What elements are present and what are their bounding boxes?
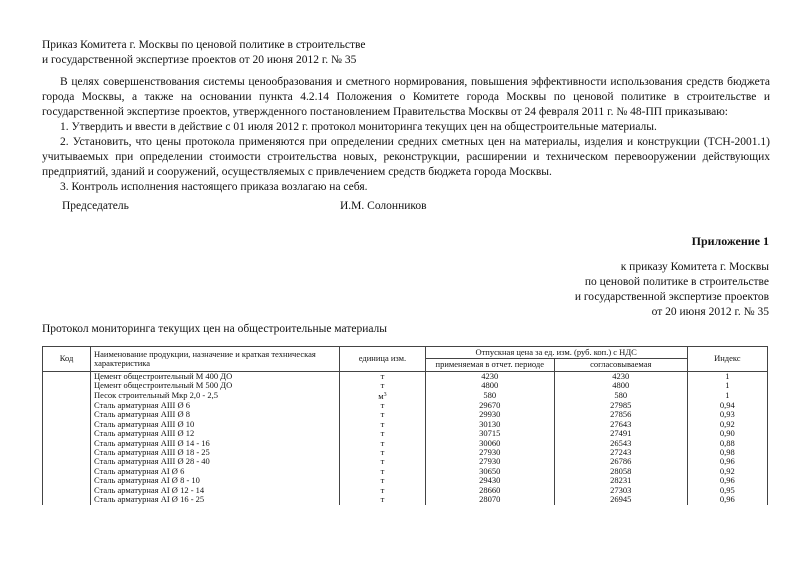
order-header-line-2: и государственной экспертизе проектов от 20 июня 2012 г. № 35 xyxy=(42,54,357,66)
cell-code xyxy=(43,467,91,476)
cell-index-text: 0,98 xyxy=(719,447,735,458)
cell-unit-text: т xyxy=(380,484,385,495)
cell-price-applied-text: 30060 xyxy=(479,437,501,448)
cell-unit-text: т xyxy=(380,475,385,486)
cell-name-text: Сталь арматурная АIII Ø 10 xyxy=(94,418,195,429)
cell-price-agreed-text: 580 xyxy=(614,390,628,401)
cell-name-text: Сталь арматурная АIII Ø 6 xyxy=(94,400,190,411)
cell-price-applied-text: 30715 xyxy=(479,428,501,439)
cell-unit-text: т xyxy=(380,380,385,391)
cell-price-applied-text: 28660 xyxy=(479,484,501,495)
appendix-line-2: по ценовой политике в строительстве xyxy=(584,276,769,288)
cell-index-text: 0,92 xyxy=(719,418,735,429)
cell-index-text: 0,96 xyxy=(719,475,735,486)
cell-price-agreed-text: 27303 xyxy=(610,484,632,495)
cell-index-text: 0,92 xyxy=(719,465,735,476)
cell-unit-text: т xyxy=(380,400,385,411)
cell-name-text: Цемент общестроительный М 500 ДО xyxy=(94,380,233,391)
cell-price-agreed-text: 28231 xyxy=(610,475,632,486)
signatory-name: И.М. Солонников xyxy=(340,200,427,212)
cell-price-agreed-text: 4800 xyxy=(612,380,630,391)
cell-index-text: 0,88 xyxy=(719,437,735,448)
cell-code xyxy=(43,401,91,410)
cell-code xyxy=(43,410,91,419)
cell-price-applied-text: 30650 xyxy=(479,465,501,476)
cell-code xyxy=(43,381,91,390)
cell-unit-text: м xyxy=(378,390,384,401)
order-item-2: 2. Установить, что цены протокола применяются при определении средних сметных цен на материалы, изделия и конструкции (ТСН-2001.1) учитываемых при определении стоимости строительства новых, реконструкции, расширении и техническом перевооружении действующих предприятий, зданий и сооружений, осуществляемых с привлечением средств бюджета города Москвы. xyxy=(42,136,770,178)
cell-price-applied-text: 27930 xyxy=(479,456,501,467)
cell-price-applied-text: 27930 xyxy=(479,447,501,458)
cell-index-text: 0,94 xyxy=(719,400,735,411)
cell-name-text: Сталь арматурная АIII Ø 28 - 40 xyxy=(94,456,210,467)
cell-price-agreed-text: 28058 xyxy=(610,465,632,476)
signatory-role: Председатель xyxy=(62,200,129,212)
cell-price-applied xyxy=(425,495,554,504)
cell-code xyxy=(43,457,91,466)
header-price-agreed: согласовываемая xyxy=(554,359,687,371)
header-unit: единица изм. xyxy=(340,347,425,372)
cell-index xyxy=(687,495,767,504)
unit-superscript: 3 xyxy=(383,391,387,398)
cell-unit-text: т xyxy=(380,456,385,467)
header-name: Наименование продукции, назначение и краткая техническая характеристика xyxy=(91,347,340,372)
cell-unit-text: т xyxy=(380,418,385,429)
cell-index-text: 0,96 xyxy=(719,456,735,467)
cell-price-agreed-text: 27491 xyxy=(610,428,632,439)
cell-price-applied-text: 580 xyxy=(483,390,497,401)
cell-index-text: 0,90 xyxy=(719,428,735,439)
cell-price-agreed-text: 26786 xyxy=(610,456,632,467)
cell-price-applied-text: 30130 xyxy=(479,418,501,429)
cell-price-agreed-text: 26543 xyxy=(610,437,632,448)
appendix-title: Приложение 1 xyxy=(691,234,769,248)
cell-index-text: 1 xyxy=(725,380,730,391)
appendix-reference xyxy=(575,260,769,320)
cell-name-text: Цемент общестроительный М 400 ДО xyxy=(94,370,233,381)
cell-unit-text: т xyxy=(380,370,385,381)
order-intro-paragraph: В целях совершенствования системы ценообразования и сметного нормирования, повышения эффективности использования средств бюджета города Москвы, а также на основании пункта 4.2.14 Положения о Комитете города Москвы по ценовой политике в строительстве и государственной экспертизе проектов, утвержденного постановлением Правительства Москвы от 24 февраля 2011 г. № 48-ПП приказываю: xyxy=(42,76,770,118)
cell-name-text: Песок строительный Мкр 2,0 - 2,5 xyxy=(94,390,218,401)
header-price-applied: применяемая в отчет. периоде xyxy=(425,359,554,371)
cell-index-text: 0,95 xyxy=(719,484,735,495)
cell-code xyxy=(43,391,91,401)
cell-price-agreed-text: 27643 xyxy=(610,418,632,429)
cell-index-text: 0,93 xyxy=(719,409,735,420)
cell-price-agreed-text: 4230 xyxy=(612,370,630,381)
appendix-line-3: и государственной экспертизе проектов xyxy=(574,291,769,303)
cell-unit-text: т xyxy=(380,437,385,448)
cell-price-agreed-text: 26945 xyxy=(610,494,632,505)
cell-name-text: Сталь арматурная АIII Ø 14 - 16 xyxy=(94,437,210,448)
cell-code xyxy=(43,495,91,504)
cell-code xyxy=(43,476,91,485)
appendix-line-4: от 20 июня 2012 г. № 35 xyxy=(651,306,769,318)
cell-price-applied-text: 29430 xyxy=(479,475,501,486)
order-header xyxy=(42,38,365,68)
cell-unit-text: т xyxy=(380,465,385,476)
cell-unit-text: т xyxy=(380,428,385,439)
cell-price-agreed xyxy=(554,495,687,504)
cell-price-agreed-text: 27856 xyxy=(610,409,632,420)
cell-price-agreed-text: 27243 xyxy=(610,447,632,458)
cell-price-applied-text: 4800 xyxy=(481,380,499,391)
cell-name-text: Сталь арматурная АIII Ø 12 xyxy=(94,428,195,439)
cell-code xyxy=(43,486,91,495)
order-body xyxy=(42,75,770,195)
cell-name-text: Сталь арматурная АI Ø 6 xyxy=(94,465,185,476)
table-row xyxy=(43,495,768,504)
cell-index-text: 1 xyxy=(725,370,730,381)
cell-name xyxy=(91,495,340,504)
cell-name-text: Сталь арматурная АI Ø 16 - 25 xyxy=(94,494,205,505)
price-table xyxy=(42,346,768,505)
cell-code xyxy=(43,439,91,448)
cell-code xyxy=(43,429,91,438)
cell-unit-text: т xyxy=(380,409,385,420)
cell-unit-text: т xyxy=(380,494,385,505)
order-header-line-1: Приказ Комитета г. Москвы по ценовой политике в строительстве xyxy=(42,39,366,51)
cell-code xyxy=(43,371,91,381)
cell-name-text: Сталь арматурная АIII Ø 8 xyxy=(94,409,190,420)
header-index: Индекс xyxy=(687,347,767,372)
cell-index-text: 0,96 xyxy=(719,494,735,505)
cell-price-agreed-text: 27985 xyxy=(610,400,632,411)
price-table-body xyxy=(43,371,768,504)
order-item-1: 1. Утвердить и ввести в действие с 01 июля 2012 г. протокол мониторинга текущих цен на общестроительные материалы. xyxy=(60,121,657,133)
cell-price-applied-text: 28070 xyxy=(479,494,501,505)
appendix-line-1: к приказу Комитета г. Москвы xyxy=(620,261,769,273)
cell-price-applied-text: 29670 xyxy=(479,400,501,411)
cell-index-text: 1 xyxy=(725,390,730,401)
cell-name-text: Сталь арматурная АI Ø 8 - 10 xyxy=(94,475,200,486)
protocol-title: Протокол мониторинга текущих цен на общестроительные материалы xyxy=(42,323,388,335)
cell-unit xyxy=(340,495,425,504)
header-code: Код xyxy=(43,347,91,372)
cell-code xyxy=(43,448,91,457)
cell-code xyxy=(43,420,91,429)
cell-unit-text: т xyxy=(380,447,385,458)
cell-name-text: Сталь арматурная АI Ø 12 - 14 xyxy=(94,484,205,495)
order-item-3: 3. Контроль исполнения настоящего приказа возлагаю на себя. xyxy=(60,181,368,193)
cell-price-applied-text: 29930 xyxy=(479,409,501,420)
header-price-group: Отпускная цена за ед. изм. (руб. коп.) с НДС xyxy=(425,347,687,359)
cell-name-text: Сталь арматурная АIII Ø 18 - 25 xyxy=(94,447,210,458)
cell-unit xyxy=(340,381,425,390)
price-table-header xyxy=(43,347,768,372)
cell-price-applied-text: 4230 xyxy=(481,370,499,381)
